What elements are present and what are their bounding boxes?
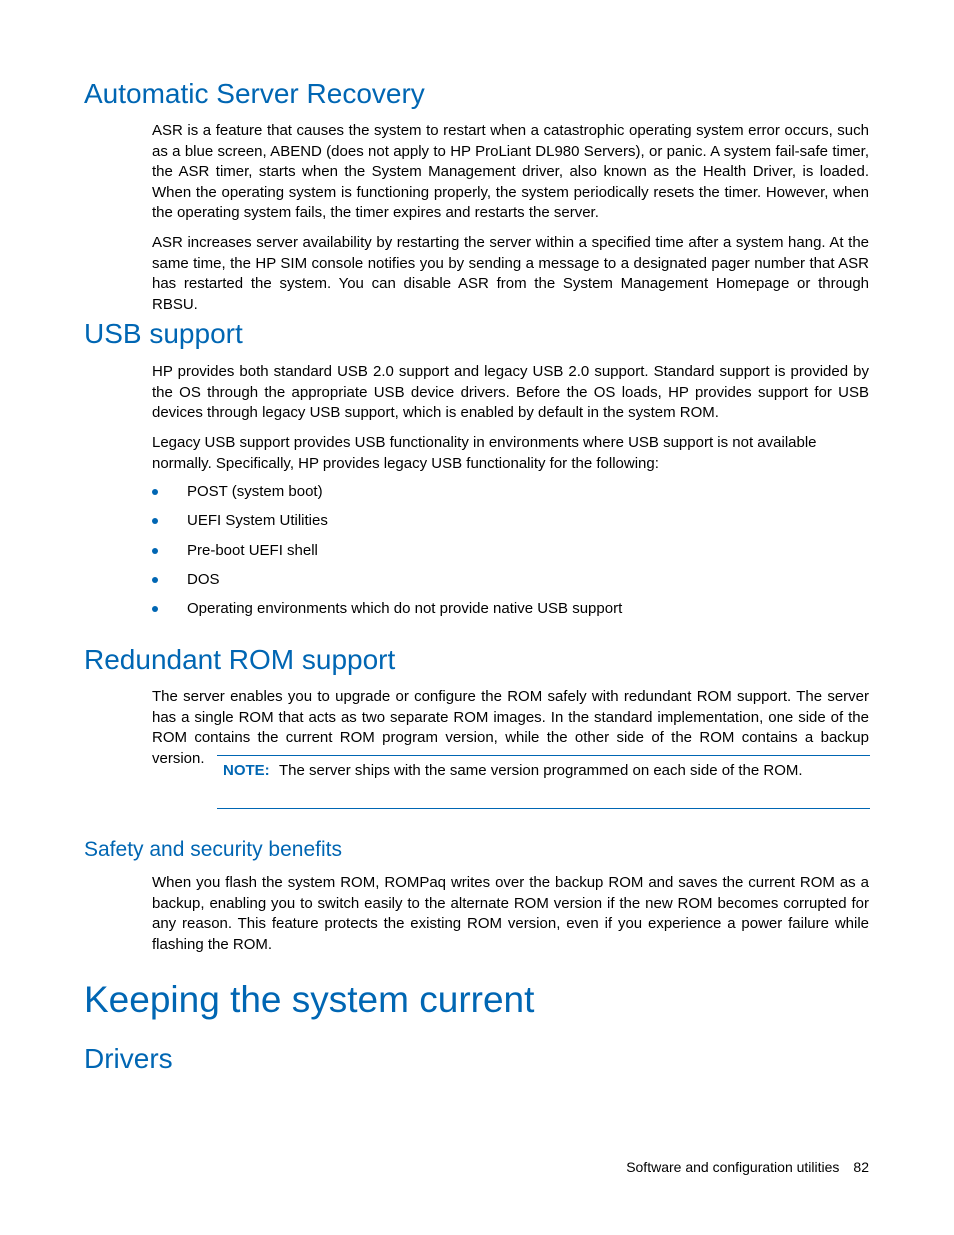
heading-keeping-the-system-current: Keeping the system current [84, 979, 535, 1020]
footer-text: Software and configuration utilities [626, 1159, 840, 1175]
bullet-icon [152, 518, 158, 524]
rom-paragraph: The server enables you to upgrade or configure the ROM safely with redundant ROM support. The server has a single ROM that acts as two separate ROM images. In the standard implementation, one side of the ROM contains the current ROM program version, while the other side of the ROM contains a backup version. [152, 688, 869, 767]
page-footer [626, 1158, 869, 1176]
bullet-icon [152, 548, 158, 554]
note-box [217, 755, 870, 809]
bullet-icon [152, 489, 158, 495]
heading-redundant-rom-support: Redundant ROM support [84, 644, 396, 675]
safety-paragraph: When you flash the system ROM, ROMPaq writes over the backup ROM and saves the current ROM as a backup, enabling you to switch easily to the alternate ROM version if the new ROM becomes corrupted for any reason. This feature protects the existing ROM version, even if you experience a power failure while flashing the ROM. [152, 874, 869, 953]
bullet-icon [152, 577, 158, 583]
usb-paragraph-1: HP provides both standard USB 2.0 support and legacy USB 2.0 support. Standard support is provided by the OS through the appropriate USB device drivers. Before the OS loads, HP provides support for USB devices through legacy USB support, which is enabled by default in the system ROM. [152, 363, 869, 421]
heading-usb-support: USB support [84, 318, 243, 349]
heading-safety-and-security-benefits: Safety and security benefits [84, 838, 342, 861]
heading-automatic-server-recovery: Automatic Server Recovery [84, 78, 425, 109]
note-label: NOTE: [223, 762, 270, 779]
asr-paragraph-1: ASR is a feature that causes the system to restart when a catastrophic operating system error occurs, such as a blue screen, ABEND (does not apply to HP ProLiant DL980 Servers), or panic. A system fail-safe timer, the ASR timer, starts when the System Management driver, also known as the Health Driver, is loaded. When the operating system is functioning properly, the system periodically resets the timer. However, when the operating system fails, the timer expires and restarts the server. [152, 122, 869, 221]
heading-drivers: Drivers [84, 1043, 173, 1074]
usb-paragraph-2: Legacy USB support provides USB functionality in environments where USB support is not available normally. Specifically, HP provides legacy USB functionality for the following: [152, 434, 817, 472]
page-number: 82 [853, 1159, 869, 1175]
asr-paragraph-2: ASR increases server availability by restarting the server within a specified time after a system hang. At the same time, the HP SIM console notifies you by sending a message to a designated pager number that ASR has restarted the system. You can disable ASR from the System Management Homepage or through RBSU. [152, 234, 869, 313]
note-text: The server ships with the same version programmed on each side of the ROM. [279, 762, 803, 779]
bullet-icon [152, 606, 158, 612]
